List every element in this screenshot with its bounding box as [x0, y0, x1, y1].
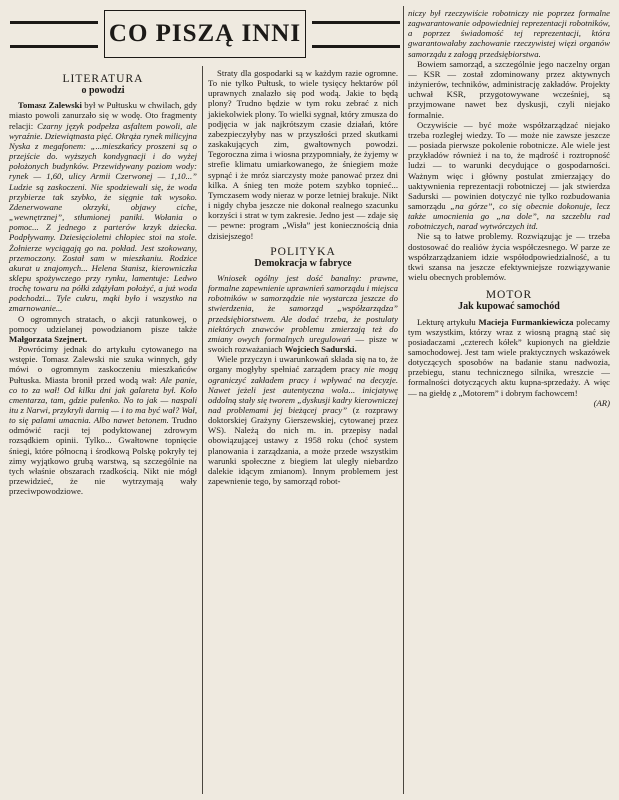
text: Powrócimy jednak do artykułu cytowanego na wstępie. Tomasz Zalewski nie szuka winnych, gdy mówi o ogromnym zaskoczeniu mieszkańców Pułtuska. Miasta bronił przed wodą wał:: [9, 344, 197, 385]
column-right: [408, 8, 610, 408]
paragraph: [9, 344, 197, 496]
quote: nie mogą ograniczyć zakładem pracy i wpływać na decyzje. Nawet jeżeli jest autentyczna wola: [208, 364, 398, 395]
paragraph: Straty dla gospodarki są w każdym razie ogromne. To nie tylko Pułtusk, to wiele tysięcy hektarów pól uprawnych znalazło się pod wodą. Jakie to będą plony? Trudno będzie w tym roku zebrać z nich jakiekolwiek plony. To wielki sygnał, który zmusza do podjęcia w jak najkrótszym czasie działań, które zabezpieczyłyby nas w przyszłości przed skutkami zaskakujących zim, gwałtownych powodzi. Tegoroczna zima i wiosna przypomniały, że żyjemy w strefie klimatu umiarkowanego, że śniegiem może sypnąć i że mróz siarczysty może panować przez dni kilka. A śnieg ten może potem szybko topnieć... Tymczasem wody nieraz w porze letniej brakuje. Nikt i nigdy chyba jeszcze nie dokonał realnego szacunku korzyści i strat w tym zakresie. Jedno jest — zdaje się — pewne: program „Wisła” jest koniecznością dnia dzisiejszego!: [208, 68, 398, 241]
text: polecamy tym wszystkim, którzy wraz z wiosną pragną stać się posiadaczami „czterech kółek” kupionych na giełdzie samochodowej. Jest tam wiele praktycznych wskazówek dotyczących sposobów na badanie stanu nadwozia, przebiegu, stanu technicznego silnika, wreszcie — formalności dotyczących aktu kupna-sprzedaży. A więc — na giełdę z „Motorem” i dobrym fachowcem!: [408, 316, 610, 398]
masthead-rule-left-top: [10, 21, 98, 24]
paragraph: Bowiem samorząd, a szczególnie jego naczelny organ — KSR — został zdominowany przez aktywnych inżynierów, techników, administrację zakładów. Projekty uchwał KSR, przygotowywane wcześniej, są przyjmowane nawet bez dyskusji, czyli niejako formalnie.: [408, 58, 610, 120]
section-heading-literatura: LITERATURA: [62, 73, 144, 85]
column-divider-2: [403, 6, 404, 794]
quote: Ale panie, co to za wał! Od kilku dni jak galareta był. Koło cmentarza, tam, gdzie pułenko. No to jak — naspali itu z Narwi, przykryli darnią — i to ma być wał? Wał, to się palami umacnia. Albo nawet betonem.: [9, 374, 197, 426]
column-middle: [208, 68, 398, 486]
signature: (AR): [593, 397, 610, 408]
text: O ogromnych stratach, o akcji ratunkowej, o pomocy udzielanej powodzianom pisze także: [9, 313, 197, 334]
paragraph: Nie są to łatwe problemy. Rozwiązując je — trzeba dostosować do realiów życia współczesnego. W parze ze współzarządzaniem idzie współodpowiedzialność, a tu tkwi szansa na jeszcze efektywniejsze rozwiązywanie wielu obecnych problemów.: [408, 231, 610, 283]
text: był w Pułtusku w chwilach, gdy miasto powoli zanurzało się w wodę. Oto fragmenty relacji:: [9, 100, 198, 131]
section-heading-polityka: POLITYKA: [270, 245, 336, 258]
masthead-rule-right-bottom: [312, 45, 400, 48]
author-name: Małgorzata Szejnert.: [9, 333, 88, 344]
paragraph: [9, 314, 197, 344]
quote: Wniosek ogólny jest dość banalny: prawne, formalne zapewnienie uprawnień samorządu i miejsca robotników w samorządzie nie wystarcza jeszcze do stwierdzenia, że samorząd „współzarządza” przedsiębiorstwem. Ale dodać trzeba, że postulaty niektórych znawców problemu zmierzają też do zmiany owych formalnych uregulowań: [208, 272, 398, 344]
author-name: Macieja Furmankiewicza: [478, 316, 574, 327]
quote: inicjatywę oddolną stały się tworem „dyskusji kadry kierowniczej nad problemami jej bieżącej pracy”: [208, 384, 398, 415]
paragraph: [408, 317, 610, 398]
text: Wiele przyczyn i uwarunkowań składa się na to, że organy mogłyby spełniać zarządem pracy: [208, 354, 398, 375]
text: (z rozprawy doktorskiej Grażyny Gierszewskiej, cytowanej przez WS). Należą do nich m. in. przepisy nadal obowiązującej ustawy z 1958 roku (choć system planowania i zarządzania, a może przede wszystkim warunki społeczne z biegiem lat uległy niebardzo dalekie idącym zmianom). Innym problemem jest zapewnienie tego, by samorząd robot-: [208, 405, 398, 487]
masthead-rule-left-bottom: [10, 45, 98, 48]
article-title-demokracja: Demokracja w fabryce: [254, 257, 352, 269]
author-name: Wojciech Sadurski.: [284, 344, 357, 355]
paragraph: [9, 100, 197, 313]
masthead: [10, 8, 400, 60]
paragraph: [408, 120, 610, 232]
text: Lekturę artykułu: [417, 316, 479, 327]
quote: Czarny język podpełza asfaltem powoli, ale wyraźnie. Dziewiątnasta pięć. Okrąża rynek milicyjna Nyska z megafonem: „...mieszkańcy proszeni są o przejście do. wyższych kondygnacji i do wyżej położonych budynków. Przewidywany poziom wody: rynek — 1,60, ulicy Armii Czerwonej — 1,10...” Ludzie są zaskoczeni. Nie spodziewali się, że woda przybierze tak szybko, że sięgnie tak wysoko. Zdenerwowane okrzyki, objawy ciche, „wewnętrznej”, stłumionej paniki. Wołania o pomoc... Z jednego z parterów krzyk dziecka. Podpływamy. Dziesięcioletni chłopiec stoi na stole. Żołnierze wyciągają go na. pokład. Jest szokowany, przemoczony. Został sam w mieszkaniu. Rodzice akurat u znajomych... Helena Stanisz, kierowniczka sklepu spożywczego przy rynku, lamentuje: Ledwo trochę towaru na półki zdążyłam położyć, a już woda podchodzi... Tyle cukru, mąki było i wszystko na zmarnowanie...: [9, 120, 197, 314]
masthead-title: CO PISZĄ INNI: [108, 20, 302, 47]
text: — pisze w swoich rozważaniach: [208, 333, 398, 355]
text: Trudno odmówić racji tej podyktowanej zdrowym rozsądkiem opinii. Tylko... Gwałtowne topnięcie śniegi, które północną i środkową Polskę pokryły tej zimy wyjątkowo grubą warstwą, są szczególnie na tych właśnie obszarach rzadkością. Nikt nie mógł przewidzieć, że nie wytrzymają wały przeciwpowodziowe.: [9, 415, 197, 497]
masthead-title-box: [104, 10, 306, 58]
paragraph: [208, 354, 398, 486]
author-name: Tomasz Zalewski: [18, 100, 82, 111]
column-literatura: [9, 72, 197, 496]
text: Oczywiście — być może współzarządzać niejako trzeba rozległej wiedzy. To — może nie zawsze jeszcze — posiada pierwsze pokolenie robotnicze. Ale wiele jest przykładów również i na to, że mądrość i roztropność ludzi — to warunki decydujące o gospodarności. Ważnym więc i główny postulat zmierzający do uaktywnienia reprezentacji robotniczej — jak stwierdza Sadurski — powinien dotyczyć nie tylko rozbudowania samorządu: [408, 119, 610, 211]
article-title-jak-kupowac: Jak kupować samochód: [458, 301, 560, 313]
masthead-rule-right-top: [312, 21, 400, 24]
column-divider-1: [202, 66, 203, 794]
paragraph: [208, 273, 398, 354]
text: ...: [348, 384, 363, 395]
paragraph: niczy był rzeczywiście robotniczy nie poprzez formalne zagwarantowanie odpowiedniej reprezentacji robotników, a poprzez świadomość tej reprezentacji, która gwarantowałaby zachowanie rzeczywistej więzi organów samorządu z załogą przedsiębiorstwa.: [408, 8, 610, 59]
quote: „na górze”, co się obecnie dokonuje, lecz także umocnienia go „na dole”, na szczeblu rad robotniczych, narad wytwórczych itd.: [408, 200, 610, 232]
section-heading-motor: MOTOR: [485, 289, 533, 302]
article-title-o-powodzi: o powodzi: [81, 85, 125, 97]
